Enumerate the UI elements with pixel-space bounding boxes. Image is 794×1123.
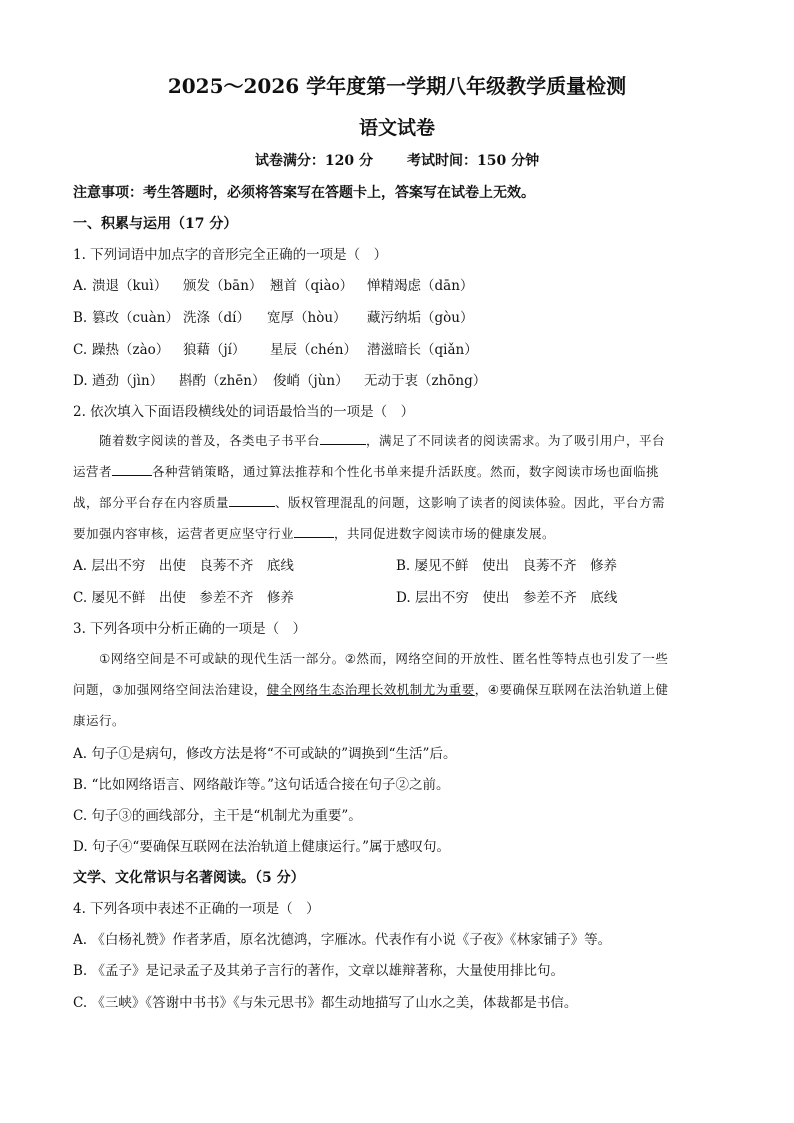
q1-option-b-label: B. xyxy=(73,310,88,326)
answer-blank xyxy=(229,492,275,507)
q2-option-a: A. 层出不穷 出使 良莠不齐 底线 xyxy=(73,558,294,574)
q1-option-a-label: A. xyxy=(73,278,88,294)
q1-option-d-item: 斟酌（zhēn） xyxy=(179,373,266,389)
score-info: 试卷满分：120 分 xyxy=(254,153,373,169)
exam-subtitle: 语文试卷 xyxy=(358,117,435,139)
q1-option-a-item: 颁发（bān） xyxy=(183,278,263,294)
q1-option-c-item: 狼藉（jí） xyxy=(183,342,246,358)
q1-option-d-item: 遒劲（jìn） xyxy=(92,373,164,389)
q2-option-b: B. 屡见不鲜 使出 良莠不齐 修养 xyxy=(396,558,618,574)
time-info: 考试时间：150 分钟 xyxy=(407,153,540,169)
q2-text: ，共同促进数字阅读市场的健康发展。 xyxy=(334,526,556,541)
q3-option-b: B. “比如网络语言、网络敲诈等。”这句话适合接在句子②之前。 xyxy=(73,777,450,793)
q1-stem: 1. 下列词语中加点字的音形完全正确的一项是（ ） xyxy=(73,247,388,263)
q3-option-d: D. 句子④“要确保互联网在法治轨道上健康运行。”属于感叹句。 xyxy=(73,839,450,855)
q2-text: 各种营销策略，通过算法推荐和个性化书单来提升活跃度。然而，数字阅读市场也面临挑 xyxy=(152,464,660,479)
q1-option-c-item: 潜滋暗长（qiǎn） xyxy=(367,342,478,358)
q4-option-c: C. 《三峡》《答谢中书书》《与朱元思书》都生动地描写了山水之美，体裁都是书信。 xyxy=(73,995,578,1011)
q1-option-a-item: 溃退（kuì） xyxy=(92,278,168,294)
exam-info xyxy=(0,150,794,170)
q4-option-b: B. 《孟子》是记录孟子及其弟子言行的著作，文章以雄辩著称，大量使用排比句。 xyxy=(73,963,565,979)
q1-option-b-item: 洗涤（dí） xyxy=(183,310,250,326)
q2-text: ，满足了不同读者的阅读需求。为了吸引用户，平台 xyxy=(366,433,666,448)
q4-option-a: A. 《白杨礼赞》作者茅盾，原名沈德鸿，字雁冰。代表作有小说《子夜》《林家铺子》等。 xyxy=(73,932,612,948)
q2-option-c: C. 屡见不鲜 出使 参差不齐 修养 xyxy=(73,590,294,606)
q1-option-b-item: 宽厚（hòu） xyxy=(267,310,347,326)
q1-option-c-item: 星辰（chén） xyxy=(270,342,357,358)
section-2-heading: 文学、文化常识与名著阅读。（5 分） xyxy=(73,870,305,886)
q2-text: 运营者 xyxy=(73,464,113,479)
q2-stem: 2. 依次填入下面语段横线处的词语最恰当的一项是（ ） xyxy=(73,404,415,420)
q2-option-d: D. 层出不穷 使出 参差不齐 底线 xyxy=(396,590,618,606)
answer-blank xyxy=(112,461,152,476)
exam-title: 2025～2026 学年度第一学期八年级教学质量检测 xyxy=(167,74,627,98)
q3-text: 问题，③加强网络空间法治建设， xyxy=(73,682,267,697)
q3-underlined-text: 健全网络生态治理长效机制尤为重要 xyxy=(266,682,475,697)
q1-option-d-item: 俊峭（jùn） xyxy=(273,373,349,389)
q3-text: 康运行。 xyxy=(73,713,126,728)
q1-option-d-label: D. xyxy=(73,373,88,389)
q3-option-c: C. 句子③的画线部分，主干是“机制尤为重要”。 xyxy=(73,808,362,824)
q1-option-c-item: 躁热（zào） xyxy=(92,342,170,358)
q1-option-a-item: 惮精竭虑（dān） xyxy=(367,278,474,294)
answer-blank xyxy=(294,523,334,538)
q1-option-b-item: 篡改（cuàn） xyxy=(92,310,179,326)
q3-option-a: A. 句子①是病句，修改方法是将“不可或缺的”调换到“生活”后。 xyxy=(73,746,457,762)
q3-stem: 3. 下列各项中分析正确的一项是（ ） xyxy=(73,621,307,637)
q1-option-c-label: C. xyxy=(73,342,88,358)
q2-text: 随着数字阅读的普及，各类电子书平台 xyxy=(99,433,321,448)
q4-stem: 4. 下列各项中表述不正确的一项是（ ） xyxy=(73,901,320,917)
answer-blank xyxy=(320,430,366,445)
q1-option-b-item: 藏污纳垢（gòu） xyxy=(367,310,474,326)
q1-option-a-item: 翘首（qiào） xyxy=(270,278,354,294)
q2-text: 战，部分平台存在内容质量 xyxy=(73,495,230,510)
q2-passage xyxy=(73,425,721,549)
section-1-heading: 一、积累与运用（17 分） xyxy=(73,216,238,232)
q3-text: ①网络空间是不可或缺的现代生活一部分。②然而，网络空间的开放性、匿名性等特点也引发了一些 xyxy=(99,651,669,666)
q2-text: 要加强内容审核，运营者更应坚守行业 xyxy=(73,526,295,541)
q1-option-d-item: 无动于衷（zhōng） xyxy=(364,373,487,389)
q3-text: ，④要确保互联网在法治轨道上健 xyxy=(474,682,669,697)
q2-text: 、版权管理混乱的问题，这影响了读者的阅读体验。因此，平台方需 xyxy=(275,495,666,510)
notice: 注意事项：考生答题时，必须将答案写在答题卡上，答案写在试卷上无效。 xyxy=(73,185,535,201)
q3-passage xyxy=(73,643,721,736)
